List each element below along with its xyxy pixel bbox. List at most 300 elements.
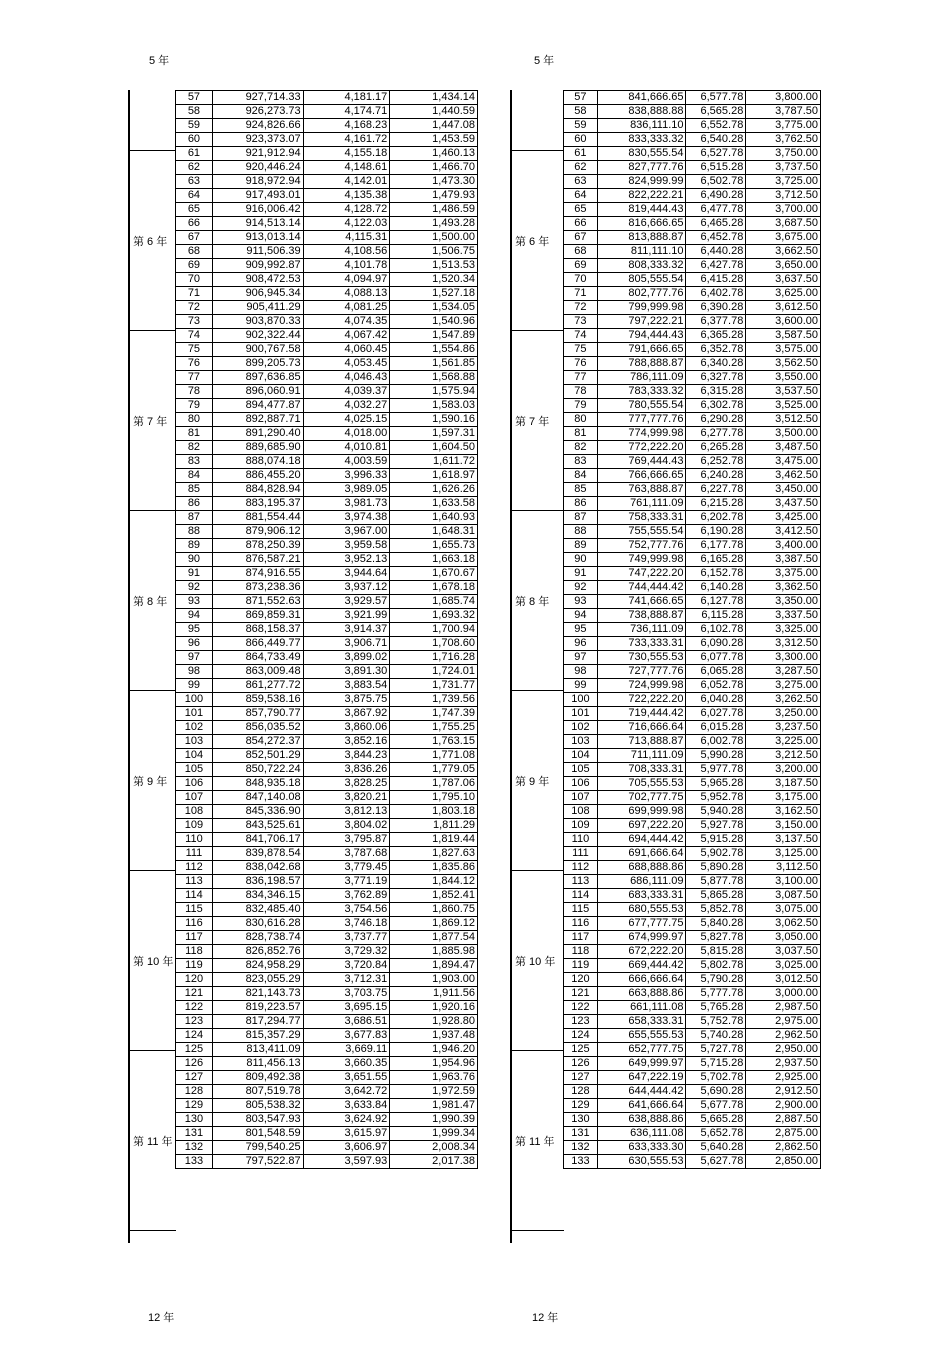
principal-cell: 1,633.58 <box>390 497 478 511</box>
table-row <box>564 777 821 791</box>
balance-cell: 913,013.14 <box>212 231 303 245</box>
balance-cell: 824,999.99 <box>597 175 686 189</box>
balance-cell: 661,111.08 <box>597 1001 686 1015</box>
period-cell: 91 <box>176 567 213 581</box>
table-row <box>564 455 821 469</box>
interest-cell: 6,077.78 <box>686 651 746 665</box>
period-cell: 85 <box>564 483 598 497</box>
table-row <box>176 623 478 637</box>
table-row <box>176 1015 478 1029</box>
period-cell: 71 <box>176 287 213 301</box>
interest-cell: 3,959.58 <box>303 539 390 553</box>
balance-cell: 827,777.76 <box>597 161 686 175</box>
year-separator-line <box>128 870 176 871</box>
interest-cell: 3,737.77 <box>303 931 390 945</box>
interest-cell: 4,148.61 <box>303 161 390 175</box>
balance-cell: 830,616.28 <box>212 917 303 931</box>
table-row <box>176 259 478 273</box>
table-row <box>176 1001 478 1015</box>
balance-cell: 724,999.98 <box>597 679 686 693</box>
year-label: 第 10 年 <box>514 953 556 969</box>
principal-cell: 1,739.56 <box>390 693 478 707</box>
principal-cell: 3,550.00 <box>746 371 821 385</box>
period-cell: 127 <box>176 1071 213 1085</box>
table-row <box>176 175 478 189</box>
principal-cell: 3,062.50 <box>746 917 821 931</box>
table-row <box>564 189 821 203</box>
interest-cell: 4,161.72 <box>303 133 390 147</box>
interest-cell: 4,094.97 <box>303 273 390 287</box>
interest-cell: 3,944.64 <box>303 567 390 581</box>
principal-cell: 1,486.59 <box>390 203 478 217</box>
period-cell: 85 <box>176 483 213 497</box>
balance-cell: 801,548.59 <box>212 1127 303 1141</box>
balance-cell: 926,273.73 <box>212 105 303 119</box>
interest-cell: 5,852.78 <box>686 903 746 917</box>
year-separator-line <box>510 870 564 871</box>
principal-cell: 1,835.86 <box>390 861 478 875</box>
year-label: 第 6 年 <box>514 233 550 249</box>
interest-cell: 3,787.68 <box>303 847 390 861</box>
balance-cell: 921,912.94 <box>212 147 303 161</box>
table-row <box>176 357 478 371</box>
period-cell: 82 <box>564 441 598 455</box>
interest-cell: 3,754.56 <box>303 903 390 917</box>
year-label: 第 7 年 <box>132 413 168 429</box>
interest-cell: 5,715.28 <box>686 1057 746 1071</box>
principal-cell: 1,527.18 <box>390 287 478 301</box>
period-cell: 82 <box>176 441 213 455</box>
principal-cell: 3,275.00 <box>746 679 821 693</box>
balance-cell: 805,538.32 <box>212 1099 303 1113</box>
table-row <box>564 721 821 735</box>
balance-cell: 683,333.31 <box>597 889 686 903</box>
principal-cell: 3,212.50 <box>746 749 821 763</box>
balance-cell: 663,888.86 <box>597 987 686 1001</box>
table-row <box>176 231 478 245</box>
balance-cell: 892,887.71 <box>212 413 303 427</box>
header-top-right: 5 年 <box>534 55 555 67</box>
table-row <box>564 175 821 189</box>
balance-cell: 838,042.68 <box>212 861 303 875</box>
balance-cell: 803,547.93 <box>212 1113 303 1127</box>
table-row <box>564 903 821 917</box>
year-separator-line <box>510 510 564 511</box>
principal-cell: 1,670.67 <box>390 567 478 581</box>
period-cell: 117 <box>564 931 598 945</box>
period-cell: 76 <box>176 357 213 371</box>
period-cell: 78 <box>564 385 598 399</box>
interest-cell: 4,003.59 <box>303 455 390 469</box>
principal-cell: 2,975.00 <box>746 1015 821 1029</box>
period-cell: 84 <box>176 469 213 483</box>
period-cell: 108 <box>176 805 213 819</box>
interest-cell: 3,921.99 <box>303 609 390 623</box>
period-cell: 110 <box>176 833 213 847</box>
balance-cell: 841,666.65 <box>597 91 686 105</box>
principal-cell: 1,946.20 <box>390 1043 478 1057</box>
balance-cell: 674,999.97 <box>597 931 686 945</box>
interest-cell: 3,651.55 <box>303 1071 390 1085</box>
principal-cell: 3,262.50 <box>746 693 821 707</box>
period-cell: 60 <box>564 133 598 147</box>
balance-cell: 900,767.58 <box>212 343 303 357</box>
balance-cell: 917,493.01 <box>212 189 303 203</box>
principal-cell: 1,447.08 <box>390 119 478 133</box>
balance-cell: 819,444.43 <box>597 203 686 217</box>
table-row <box>176 777 478 791</box>
period-cell: 133 <box>564 1155 598 1169</box>
balance-cell: 811,111.10 <box>597 245 686 259</box>
principal-cell: 1,894.47 <box>390 959 478 973</box>
table-row <box>176 1043 478 1057</box>
period-cell: 90 <box>176 553 213 567</box>
period-cell: 130 <box>564 1113 598 1127</box>
period-cell: 80 <box>564 413 598 427</box>
principal-cell: 3,762.50 <box>746 133 821 147</box>
period-cell: 57 <box>564 91 598 105</box>
balance-cell: 752,777.76 <box>597 539 686 553</box>
table-row <box>564 623 821 637</box>
table-row <box>564 875 821 889</box>
period-cell: 122 <box>564 1001 598 1015</box>
table-row <box>176 301 478 315</box>
table-row <box>564 1057 821 1071</box>
principal-cell: 1,554.86 <box>390 343 478 357</box>
table-row <box>176 511 478 525</box>
period-cell: 106 <box>564 777 598 791</box>
principal-cell: 1,626.26 <box>390 483 478 497</box>
interest-cell: 6,502.78 <box>686 175 746 189</box>
period-cell: 75 <box>564 343 598 357</box>
interest-cell: 5,840.28 <box>686 917 746 931</box>
interest-cell: 3,836.26 <box>303 763 390 777</box>
period-cell: 63 <box>176 175 213 189</box>
interest-cell: 6,302.78 <box>686 399 746 413</box>
interest-cell: 3,804.02 <box>303 819 390 833</box>
interest-cell: 5,727.78 <box>686 1043 746 1057</box>
period-cell: 107 <box>564 791 598 805</box>
balance-cell: 833,333.32 <box>597 133 686 147</box>
table-row <box>564 413 821 427</box>
period-cell: 84 <box>564 469 598 483</box>
period-cell: 106 <box>176 777 213 791</box>
table-row <box>176 973 478 987</box>
table-row <box>176 889 478 903</box>
balance-cell: 777,777.76 <box>597 413 686 427</box>
table-row <box>176 539 478 553</box>
interest-cell: 4,142.01 <box>303 175 390 189</box>
interest-cell: 5,877.78 <box>686 875 746 889</box>
period-cell: 104 <box>176 749 213 763</box>
balance-cell: 794,444.43 <box>597 329 686 343</box>
interest-cell: 5,765.28 <box>686 1001 746 1015</box>
year-separator-line <box>510 150 564 151</box>
balance-cell: 766,666.65 <box>597 469 686 483</box>
principal-cell: 1,678.18 <box>390 581 478 595</box>
period-cell: 102 <box>564 721 598 735</box>
balance-cell: 879,906.12 <box>212 525 303 539</box>
table-row <box>176 1099 478 1113</box>
period-cell: 88 <box>176 525 213 539</box>
period-cell: 92 <box>176 581 213 595</box>
interest-cell: 3,981.73 <box>303 497 390 511</box>
table-row <box>176 833 478 847</box>
principal-cell: 1,920.16 <box>390 1001 478 1015</box>
period-cell: 128 <box>176 1085 213 1099</box>
balance-cell: 906,945.34 <box>212 287 303 301</box>
year-label: 第 6 年 <box>132 233 168 249</box>
principal-cell: 1,604.50 <box>390 441 478 455</box>
balance-cell: 761,111.09 <box>597 497 686 511</box>
principal-cell: 2,925.00 <box>746 1071 821 1085</box>
table-row <box>176 147 478 161</box>
period-cell: 89 <box>176 539 213 553</box>
year-label: 第 7 年 <box>514 413 550 429</box>
table-row <box>176 217 478 231</box>
principal-cell: 1,860.75 <box>390 903 478 917</box>
period-cell: 86 <box>564 497 598 511</box>
principal-cell: 1,640.93 <box>390 511 478 525</box>
balance-cell: 864,733.49 <box>212 651 303 665</box>
balance-cell: 813,411.09 <box>212 1043 303 1057</box>
interest-cell: 3,746.18 <box>303 917 390 931</box>
table-row <box>176 581 478 595</box>
interest-cell: 3,952.13 <box>303 553 390 567</box>
table-row <box>564 147 821 161</box>
interest-cell: 6,127.78 <box>686 595 746 609</box>
interest-cell: 3,852.16 <box>303 735 390 749</box>
balance-cell: 774,999.98 <box>597 427 686 441</box>
interest-cell: 6,227.78 <box>686 483 746 497</box>
interest-cell: 3,867.92 <box>303 707 390 721</box>
table-row <box>564 987 821 1001</box>
period-cell: 75 <box>176 343 213 357</box>
table-row <box>564 847 821 861</box>
interest-cell: 3,899.02 <box>303 651 390 665</box>
principal-cell: 1,911.56 <box>390 987 478 1001</box>
principal-cell: 1,597.31 <box>390 427 478 441</box>
year-separator-line <box>510 1050 564 1051</box>
period-cell: 73 <box>564 315 598 329</box>
interest-cell: 4,101.78 <box>303 259 390 273</box>
interest-cell: 4,135.38 <box>303 189 390 203</box>
period-cell: 126 <box>176 1057 213 1071</box>
principal-cell: 1,611.72 <box>390 455 478 469</box>
balance-cell: 705,555.53 <box>597 777 686 791</box>
table-row <box>564 581 821 595</box>
interest-cell: 6,377.78 <box>686 315 746 329</box>
interest-cell: 6,102.78 <box>686 623 746 637</box>
interest-cell: 6,115.28 <box>686 609 746 623</box>
principal-cell: 3,125.00 <box>746 847 821 861</box>
principal-cell: 3,187.50 <box>746 777 821 791</box>
balance-cell: 908,472.53 <box>212 273 303 287</box>
period-cell: 58 <box>564 105 598 119</box>
table-row <box>176 805 478 819</box>
table-row <box>564 693 821 707</box>
table-row <box>176 469 478 483</box>
interest-cell: 3,967.00 <box>303 525 390 539</box>
year-separator-line <box>128 1050 176 1051</box>
principal-cell: 1,963.76 <box>390 1071 478 1085</box>
balance-cell: 763,888.87 <box>597 483 686 497</box>
principal-cell: 1,466.70 <box>390 161 478 175</box>
period-cell: 91 <box>564 567 598 581</box>
interest-cell: 6,002.78 <box>686 735 746 749</box>
balance-cell: 838,888.88 <box>597 105 686 119</box>
balance-cell: 638,888.86 <box>597 1113 686 1127</box>
table-row <box>176 819 478 833</box>
interest-cell: 3,720.84 <box>303 959 390 973</box>
year-label: 第 8 年 <box>514 593 550 609</box>
principal-cell: 1,648.31 <box>390 525 478 539</box>
table-row <box>564 91 821 105</box>
principal-cell: 3,375.00 <box>746 567 821 581</box>
balance-cell: 744,444.42 <box>597 581 686 595</box>
period-cell: 63 <box>564 175 598 189</box>
balance-cell: 903,870.33 <box>212 315 303 329</box>
interest-cell: 5,902.78 <box>686 847 746 861</box>
balance-cell: 680,555.53 <box>597 903 686 917</box>
principal-cell: 1,479.93 <box>390 189 478 203</box>
balance-cell: 873,238.36 <box>212 581 303 595</box>
table-row <box>564 553 821 567</box>
period-cell: 133 <box>176 1155 213 1169</box>
principal-cell: 3,462.50 <box>746 469 821 483</box>
principal-cell: 2,962.50 <box>746 1029 821 1043</box>
interest-cell: 6,440.28 <box>686 245 746 259</box>
balance-cell: 702,777.75 <box>597 791 686 805</box>
period-cell: 93 <box>564 595 598 609</box>
balance-cell: 850,722.24 <box>212 763 303 777</box>
table-row <box>564 371 821 385</box>
balance-cell: 786,111.09 <box>597 371 686 385</box>
balance-cell: 802,777.76 <box>597 287 686 301</box>
balance-cell: 741,666.65 <box>597 595 686 609</box>
table-row <box>176 553 478 567</box>
period-cell: 87 <box>176 511 213 525</box>
table-row <box>564 931 821 945</box>
balance-cell: 819,223.57 <box>212 1001 303 1015</box>
period-cell: 129 <box>176 1099 213 1113</box>
interest-cell: 3,914.37 <box>303 623 390 637</box>
period-cell: 96 <box>176 637 213 651</box>
principal-cell: 1,885.98 <box>390 945 478 959</box>
principal-cell: 3,012.50 <box>746 973 821 987</box>
interest-cell: 3,860.06 <box>303 721 390 735</box>
table-row <box>564 973 821 987</box>
balance-cell: 836,198.57 <box>212 875 303 889</box>
principal-cell: 1,663.18 <box>390 553 478 567</box>
balance-cell: 730,555.53 <box>597 651 686 665</box>
balance-cell: 834,346.15 <box>212 889 303 903</box>
balance-cell: 641,666.64 <box>597 1099 686 1113</box>
balance-cell: 876,587.21 <box>212 553 303 567</box>
interest-cell: 5,802.78 <box>686 959 746 973</box>
principal-cell: 1,827.63 <box>390 847 478 861</box>
balance-cell: 811,456.13 <box>212 1057 303 1071</box>
balance-cell: 633,333.30 <box>597 1141 686 1155</box>
interest-cell: 6,540.28 <box>686 133 746 147</box>
balance-cell: 902,322.44 <box>212 329 303 343</box>
principal-cell: 1,763.15 <box>390 735 478 749</box>
interest-cell: 6,202.78 <box>686 511 746 525</box>
balance-cell: 826,852.76 <box>212 945 303 959</box>
year-separator-line <box>510 330 564 331</box>
period-cell: 74 <box>176 329 213 343</box>
balance-cell: 841,706.17 <box>212 833 303 847</box>
principal-cell: 3,675.00 <box>746 231 821 245</box>
period-cell: 108 <box>564 805 598 819</box>
principal-cell: 1,852.41 <box>390 889 478 903</box>
balance-cell: 788,888.87 <box>597 357 686 371</box>
year-label: 第 9 年 <box>514 773 550 789</box>
balance-cell: 861,277.72 <box>212 679 303 693</box>
interest-cell: 6,290.28 <box>686 413 746 427</box>
interest-cell: 6,052.78 <box>686 679 746 693</box>
principal-cell: 3,312.50 <box>746 637 821 651</box>
balance-cell: 769,444.43 <box>597 455 686 469</box>
interest-cell: 3,929.57 <box>303 595 390 609</box>
table-row <box>176 455 478 469</box>
balance-cell: 886,455.20 <box>212 469 303 483</box>
balance-cell: 733,333.31 <box>597 637 686 651</box>
table-row <box>176 287 478 301</box>
period-cell: 89 <box>564 539 598 553</box>
period-cell: 65 <box>564 203 598 217</box>
interest-cell: 6,027.78 <box>686 707 746 721</box>
balance-cell: 927,714.33 <box>212 91 303 105</box>
period-cell: 114 <box>176 889 213 903</box>
interest-cell: 4,115.31 <box>303 231 390 245</box>
principal-cell: 1,618.97 <box>390 469 478 483</box>
period-cell: 125 <box>564 1043 598 1057</box>
period-cell: 72 <box>176 301 213 315</box>
balance-cell: 807,519.78 <box>212 1085 303 1099</box>
year-label: 第 9 年 <box>132 773 168 789</box>
table-row <box>176 119 478 133</box>
principal-cell: 3,050.00 <box>746 931 821 945</box>
principal-cell: 3,737.50 <box>746 161 821 175</box>
period-cell: 68 <box>176 245 213 259</box>
principal-cell: 1,513.53 <box>390 259 478 273</box>
table-row <box>564 707 821 721</box>
period-cell: 83 <box>564 455 598 469</box>
table-row <box>564 259 821 273</box>
principal-cell: 3,112.50 <box>746 861 821 875</box>
table-row <box>176 399 478 413</box>
interest-cell: 4,088.13 <box>303 287 390 301</box>
principal-cell: 1,937.48 <box>390 1029 478 1043</box>
principal-cell: 1,568.88 <box>390 371 478 385</box>
interest-cell: 3,812.13 <box>303 805 390 819</box>
balance-cell: 874,916.55 <box>212 567 303 581</box>
table-row <box>564 203 821 217</box>
balance-cell: 797,222.21 <box>597 315 686 329</box>
interest-cell: 3,828.25 <box>303 777 390 791</box>
principal-cell: 3,687.50 <box>746 217 821 231</box>
principal-cell: 1,440.59 <box>390 105 478 119</box>
balance-cell: 630,555.53 <box>597 1155 686 1169</box>
table-row <box>564 791 821 805</box>
interest-cell: 5,777.78 <box>686 987 746 1001</box>
principal-cell: 1,811.29 <box>390 819 478 833</box>
principal-cell: 1,693.32 <box>390 609 478 623</box>
table-row <box>176 693 478 707</box>
balance-cell: 883,195.37 <box>212 497 303 511</box>
interest-cell: 5,952.78 <box>686 791 746 805</box>
